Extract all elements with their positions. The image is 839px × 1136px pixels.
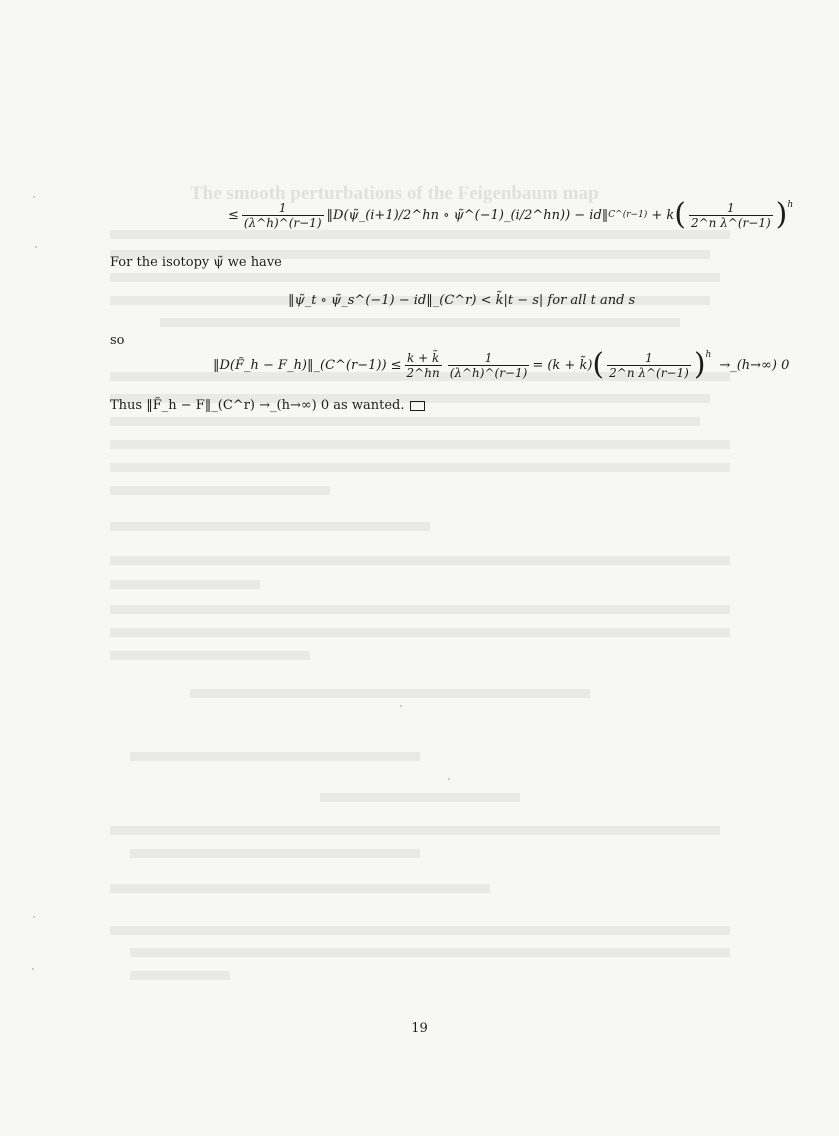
eq3-f2-den: (λ^h)^(r−1) xyxy=(449,365,528,380)
eq3-f1-den: 2^hn xyxy=(406,365,440,380)
eq3-exponent: h xyxy=(705,350,712,360)
eq3-paren-num: 1 xyxy=(645,350,653,365)
eq1-frac-den: (λ^h)^(r−1) xyxy=(243,215,322,230)
ghost-text-line xyxy=(110,884,490,893)
eq1-paren-fraction xyxy=(689,201,773,230)
paper-speck xyxy=(448,778,450,780)
ghost-text-line xyxy=(110,522,430,531)
ghost-text-line xyxy=(110,486,330,495)
eq3-paren-fraction xyxy=(607,351,691,380)
eq1-norm-sub: C^(r−1) xyxy=(608,210,648,220)
conclusion-text: Thus ‖F̃_h − F‖_(C^r) →_(h→∞) 0 as wanted. xyxy=(110,398,405,413)
ghost-text-line xyxy=(110,926,730,935)
page-number: 19 xyxy=(411,1021,428,1036)
paper-speck xyxy=(32,968,34,970)
ghost-text-line xyxy=(110,580,260,589)
equation-3 xyxy=(213,347,790,382)
eq1-rparen: ) xyxy=(775,197,788,232)
eq3-limit: →_(h→∞) 0 xyxy=(719,357,790,373)
ghost-text-line xyxy=(110,826,720,835)
eq1-leq: ≤ xyxy=(228,207,239,223)
isotopy-sentence: For the isotopy ψ̃ we have xyxy=(110,255,282,270)
paper-speck xyxy=(33,196,35,198)
eq3-f1-num: k + k̃ xyxy=(407,350,440,365)
ghost-text-line xyxy=(320,793,520,802)
eq1-plus-k: + k xyxy=(651,207,675,223)
eq1-paren-num: 1 xyxy=(726,200,735,215)
eq3-fraction-1 xyxy=(405,351,442,380)
eq1-exponent: h xyxy=(787,200,794,210)
ghost-text-line xyxy=(190,689,590,698)
ghost-text-line xyxy=(110,556,730,565)
ghost-heading: The smooth perturbations of the Feigenbaum map xyxy=(190,183,599,204)
eq1-lparen: ( xyxy=(674,197,686,232)
ghost-text-line xyxy=(130,849,420,858)
eq3-lparen: ( xyxy=(592,347,605,382)
ghost-text-line xyxy=(110,417,700,426)
ghost-text-line xyxy=(110,463,730,472)
eq1-fraction xyxy=(242,201,324,230)
eq2-body: ‖ψ̃_t ∘ ψ̃_s^(−1) − id‖_(C^r) < k̃|t − s| for all t and s xyxy=(288,293,636,308)
ghost-text-line xyxy=(110,628,730,637)
eq3-paren-den: 2^n λ^(r−1) xyxy=(609,365,689,380)
so-word: so xyxy=(110,333,125,348)
equation-2 xyxy=(288,293,635,308)
eq3-rparen: ) xyxy=(693,347,706,382)
qed-box-icon xyxy=(410,401,425,411)
conclusion-sentence xyxy=(110,398,425,413)
eq1-frac-num: 1 xyxy=(278,200,287,215)
eq3-lhs: ‖D(F̃_h − F_h)‖_(C^(r−1)) ≤ xyxy=(213,357,402,373)
ghost-text-line xyxy=(130,971,230,980)
eq3-mid: = (k + k̃) xyxy=(532,357,593,373)
ghost-text-line xyxy=(160,318,680,327)
ghost-text-line xyxy=(110,605,730,614)
paper-speck xyxy=(33,916,35,918)
paper-speck xyxy=(400,705,402,707)
eq3-fraction-2 xyxy=(448,351,530,380)
eq3-f2-num: 1 xyxy=(484,350,493,365)
ghost-text-line xyxy=(130,948,730,957)
ghost-text-line xyxy=(110,440,730,449)
ghost-text-line xyxy=(130,752,420,761)
eq1-paren-den: 2^n λ^(r−1) xyxy=(690,215,771,230)
paper-speck xyxy=(35,246,37,248)
equation-1 xyxy=(228,197,794,232)
eq1-body: ‖D(ψ̃_(i+1)/2^hn ∘ ψ̃^(−1)_(i/2^hn)) − id‖ xyxy=(326,207,609,223)
ghost-text-line xyxy=(110,230,730,239)
ghost-text-line xyxy=(110,651,310,660)
ghost-text-line xyxy=(110,273,720,282)
